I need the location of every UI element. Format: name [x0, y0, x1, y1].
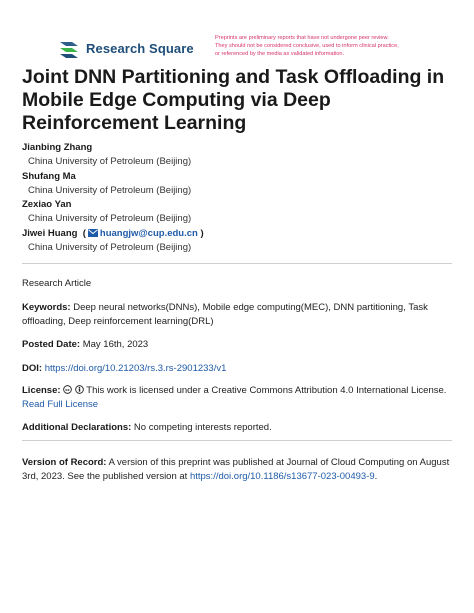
disclaimer-line: Preprints are preliminary reports that have not undergone peer review. — [215, 35, 389, 41]
author-name[interactable]: Jiwei Huang — [22, 227, 78, 239]
open-paren: ( — [80, 227, 86, 239]
author-name-row — [22, 227, 452, 241]
research-square-logo-icon — [58, 38, 80, 58]
declarations-section — [22, 421, 452, 435]
divider — [22, 440, 452, 441]
header — [58, 34, 458, 62]
author-name[interactable]: Zexiao Yan — [22, 199, 72, 210]
author-name[interactable]: Jianbing Zhang — [22, 142, 93, 153]
posted-date-value: May 16th, 2023 — [82, 339, 149, 350]
author-affiliation: China University of Petroleum (Beijing) — [28, 156, 192, 167]
license-text: This work is licensed under a Creative Commons Attribution 4.0 International License. — [86, 385, 447, 396]
author-email-link[interactable]: huangjw@cup.edu.cn — [99, 227, 198, 239]
author — [22, 198, 452, 226]
version-label: Version of Record: — [22, 457, 107, 468]
mail-icon — [88, 229, 98, 237]
keywords-section — [22, 301, 452, 328]
divider — [22, 263, 452, 264]
license-section — [22, 384, 452, 411]
disclaimer-line: They should not be considered conclusive, used to inform clinical practice, — [215, 43, 399, 50]
version-of-record-section — [22, 456, 452, 483]
close-paren: ) — [197, 227, 204, 239]
declarations-value: No competing interests reported. — [133, 422, 272, 433]
preprint-disclaimer — [215, 34, 435, 59]
paper-title: Joint DNN Partitioning and Task Offloading in Mobile Edge Computing via Deep Reinforcement Learning — [22, 66, 445, 134]
author — [22, 170, 452, 198]
doi-label: DOI: — [22, 363, 43, 374]
doi-section — [22, 362, 452, 376]
keywords-value: Deep neural networks(DNNs), Mobile edge computing(MEC), DNN partitioning, Task offloading, Deep reinforcement learning(DRL) — [22, 302, 428, 327]
published-version-link[interactable]: https://doi.org/10.1186/s13677-023-00493-9 — [189, 470, 375, 482]
logo-text: Research Square — [86, 40, 194, 56]
author-affiliation: China University of Petroleum (Beijing) — [28, 213, 192, 224]
read-full-license-link[interactable]: Read Full License — [22, 398, 99, 410]
author — [22, 141, 452, 169]
disclaimer-line: or referenced by the media as validated information. — [215, 51, 345, 58]
svg-text:cc: cc — [65, 387, 70, 392]
attribution-icon — [75, 385, 84, 394]
article-type — [22, 277, 452, 291]
posted-date-label: Posted Date: — [22, 339, 81, 350]
declarations-label: Additional Declarations: — [22, 422, 132, 433]
version-end: . — [374, 470, 378, 482]
author-affiliation: China University of Petroleum (Beijing) — [28, 241, 192, 253]
creative-commons-icon — [63, 385, 72, 394]
author-list — [22, 141, 452, 255]
author-name[interactable]: Shufang Ma — [22, 170, 76, 182]
article-type-label: Research Article — [22, 278, 92, 289]
license-label: License: — [22, 385, 61, 396]
posted-date-section — [22, 338, 452, 352]
doi-link[interactable]: https://doi.org/10.21203/rs.3.rs-2901233/v1 — [44, 363, 227, 374]
version-text: A version of this preprint was published at Journal of Cloud Computing on August 3rd, 2023. See the published version at — [22, 457, 450, 482]
keywords-label: Keywords: — [22, 302, 71, 313]
author-affiliation: China University of Petroleum (Beijing) — [28, 184, 192, 196]
research-square-logo[interactable] — [58, 38, 194, 58]
author — [22, 227, 452, 255]
